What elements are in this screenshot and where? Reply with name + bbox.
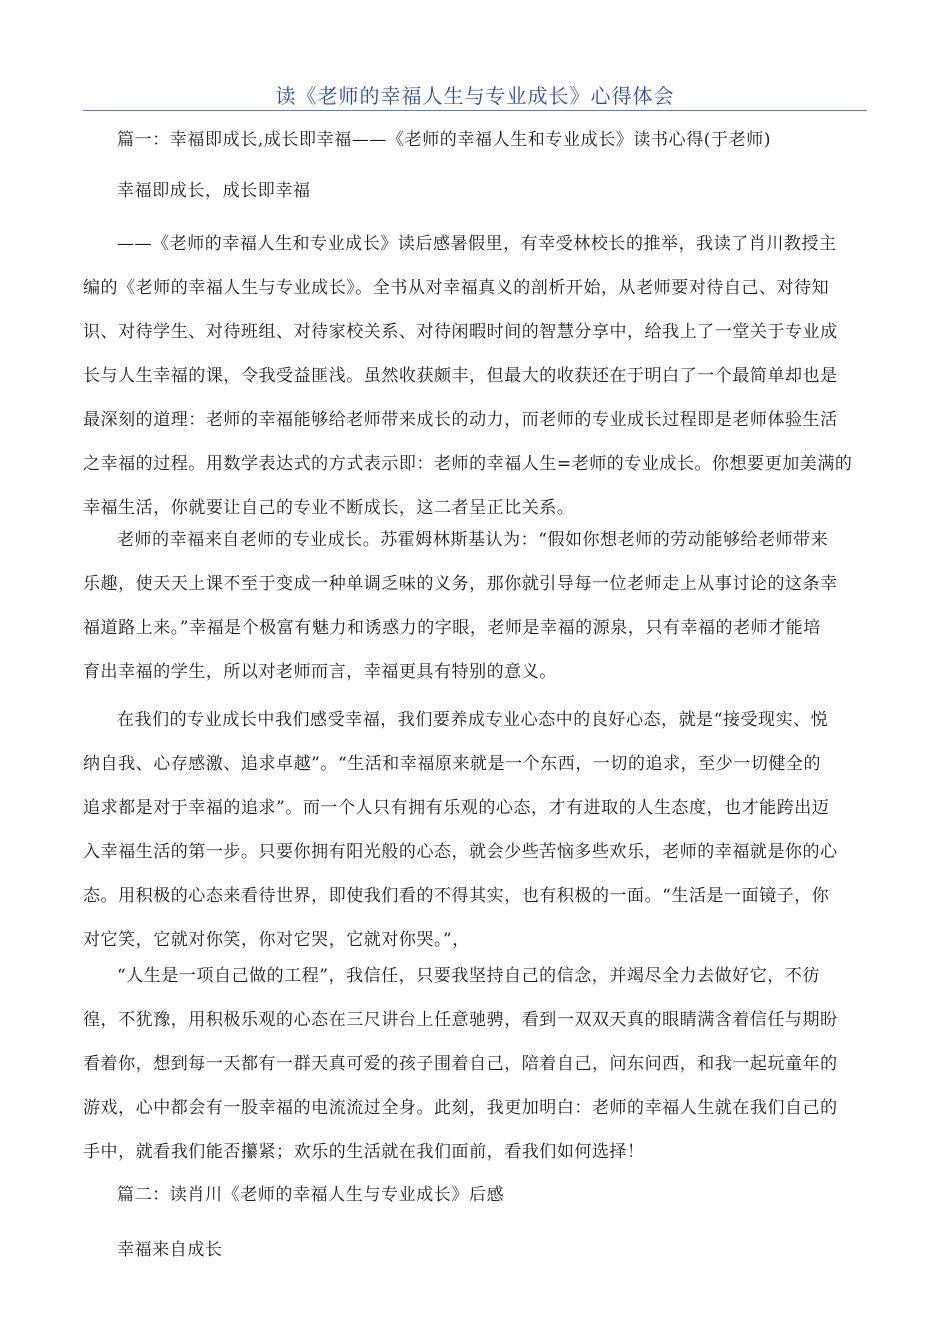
paragraph-line: 老师的幸福来自老师的专业成长。苏霍姆林斯基认为：“假如你想老师的劳动能够给老师带来 [117, 530, 829, 550]
paragraph-3 [83, 708, 867, 972]
paragraph-line: 看着你，想到每一天都有一群天真可爱的孩子围着自己，陪着自己，问东问西，和我一起玩童年的 [83, 1054, 838, 1074]
paragraph-line: 纳自我、心存感激、追求卓越”。“生活和幸福原来就是一个东西，一切的追求，至少一切健全的 [83, 754, 822, 774]
paragraph-1 [83, 232, 867, 540]
section1-heading: 篇一：幸福即成长,成长即幸福——《老师的幸福人生和专业成长》读书心得(于老师) [117, 130, 772, 150]
paragraph-line: 育出幸福的学生，所以对老师而言，幸福更具有特别的意义。 [83, 662, 557, 682]
paragraph-line: 手中，就看我们能否攥紧；欢乐的生活就在我们面前，看我们如何选择！ [83, 1142, 645, 1162]
paragraph-line: 追求都是对于幸福的追求”。而一个人只有拥有乐观的心态，才有进取的人生态度，也才能跨出迈 [83, 798, 830, 818]
paragraph-line: ——《老师的幸福人生和专业成长》读后感暑假里，有幸受林校长的推举，我读了肖川教授主 [117, 234, 837, 254]
paragraph-2 [83, 528, 867, 704]
paragraph-line: 徨，不犹豫，用积极乐观的心态在三尺讲台上任意驰骋，看到一双双天真的眼睛满含着信任与期盼 [83, 1010, 838, 1030]
document-title: 读《老师的幸福人生与专业成长》心得体会 [275, 84, 675, 108]
paragraph-line: 入幸福生活的第一步。只要你拥有阳光般的心态，就会少些苦恼多些欢乐，老师的幸福就是你的心 [83, 842, 838, 862]
paragraph-line: 幸福生活，你就要让自己的专业不断成长，这二者呈正比关系。 [83, 498, 575, 518]
paragraph-line: 对它笑，它就对你笑，你对它哭，它就对你哭。”， [83, 930, 470, 950]
paragraph-line: 福道路上来。”幸福是个极富有魅力和诱惑力的字眼，老师是幸福的源泉，只有幸福的老师才能培 [83, 618, 821, 638]
section2-subtitle: 幸福来自成长 [117, 1240, 223, 1260]
paragraph-line: 乐趣，使天天上课不至于变成一种单调乏味的义务，那你就引导每一位老师走上从事讨论的这条幸 [83, 574, 838, 594]
title-underline [83, 110, 867, 111]
paragraph-line: 最深刻的道理：老师的幸福能够给老师带来成长的动力，而老师的专业成长过程即是老师体验生活 [83, 410, 838, 430]
section2-heading: 篇二：读肖川《老师的幸福人生与专业成长》后感 [117, 1185, 505, 1205]
section1-subtitle: 幸福即成长，成长即幸福 [117, 181, 311, 201]
paragraph-line: 识、对待学生、对待班组、对待家校关系、对待闲暇时间的智慧分享中，给我上了一堂关于专业成 [83, 322, 838, 342]
paragraph-line: 态。用积极的心态来看待世界，即使我们看的不得其实，也有积极的一面。“生活是一面镜子，你 [83, 886, 830, 906]
paragraph-4 [83, 964, 867, 1184]
paragraph-line: “人生是一项自己做的工程”，我信任，只要我坚持自己的信念，并竭尽全力去做好它，不彷 [117, 966, 820, 986]
paragraph-line: 在我们的专业成长中我们感受幸福，我们要养成专业心态中的良好心态，就是“接受现实、悦 [117, 710, 829, 730]
paragraph-line: 编的《老师的幸福人生与专业成长》。全书从对幸福真义的剖析开始，从老师要对待自己、对待知 [83, 278, 830, 298]
paragraph-line: 之幸福的过程。用数学表达式的方式表示即：老师的幸福人生=老师的专业成长。你想要更加美满的 [83, 454, 853, 474]
paragraph-line: 长与人生幸福的课，令我受益匪浅。虽然收获颇丰，但最大的收获还在于明白了一个最简单却也是 [83, 366, 838, 386]
paragraph-line: 游戏，心中都会有一股幸福的电流流过全身。此刻，我更加明白：老师的幸福人生就在我们自己的 [83, 1098, 838, 1118]
